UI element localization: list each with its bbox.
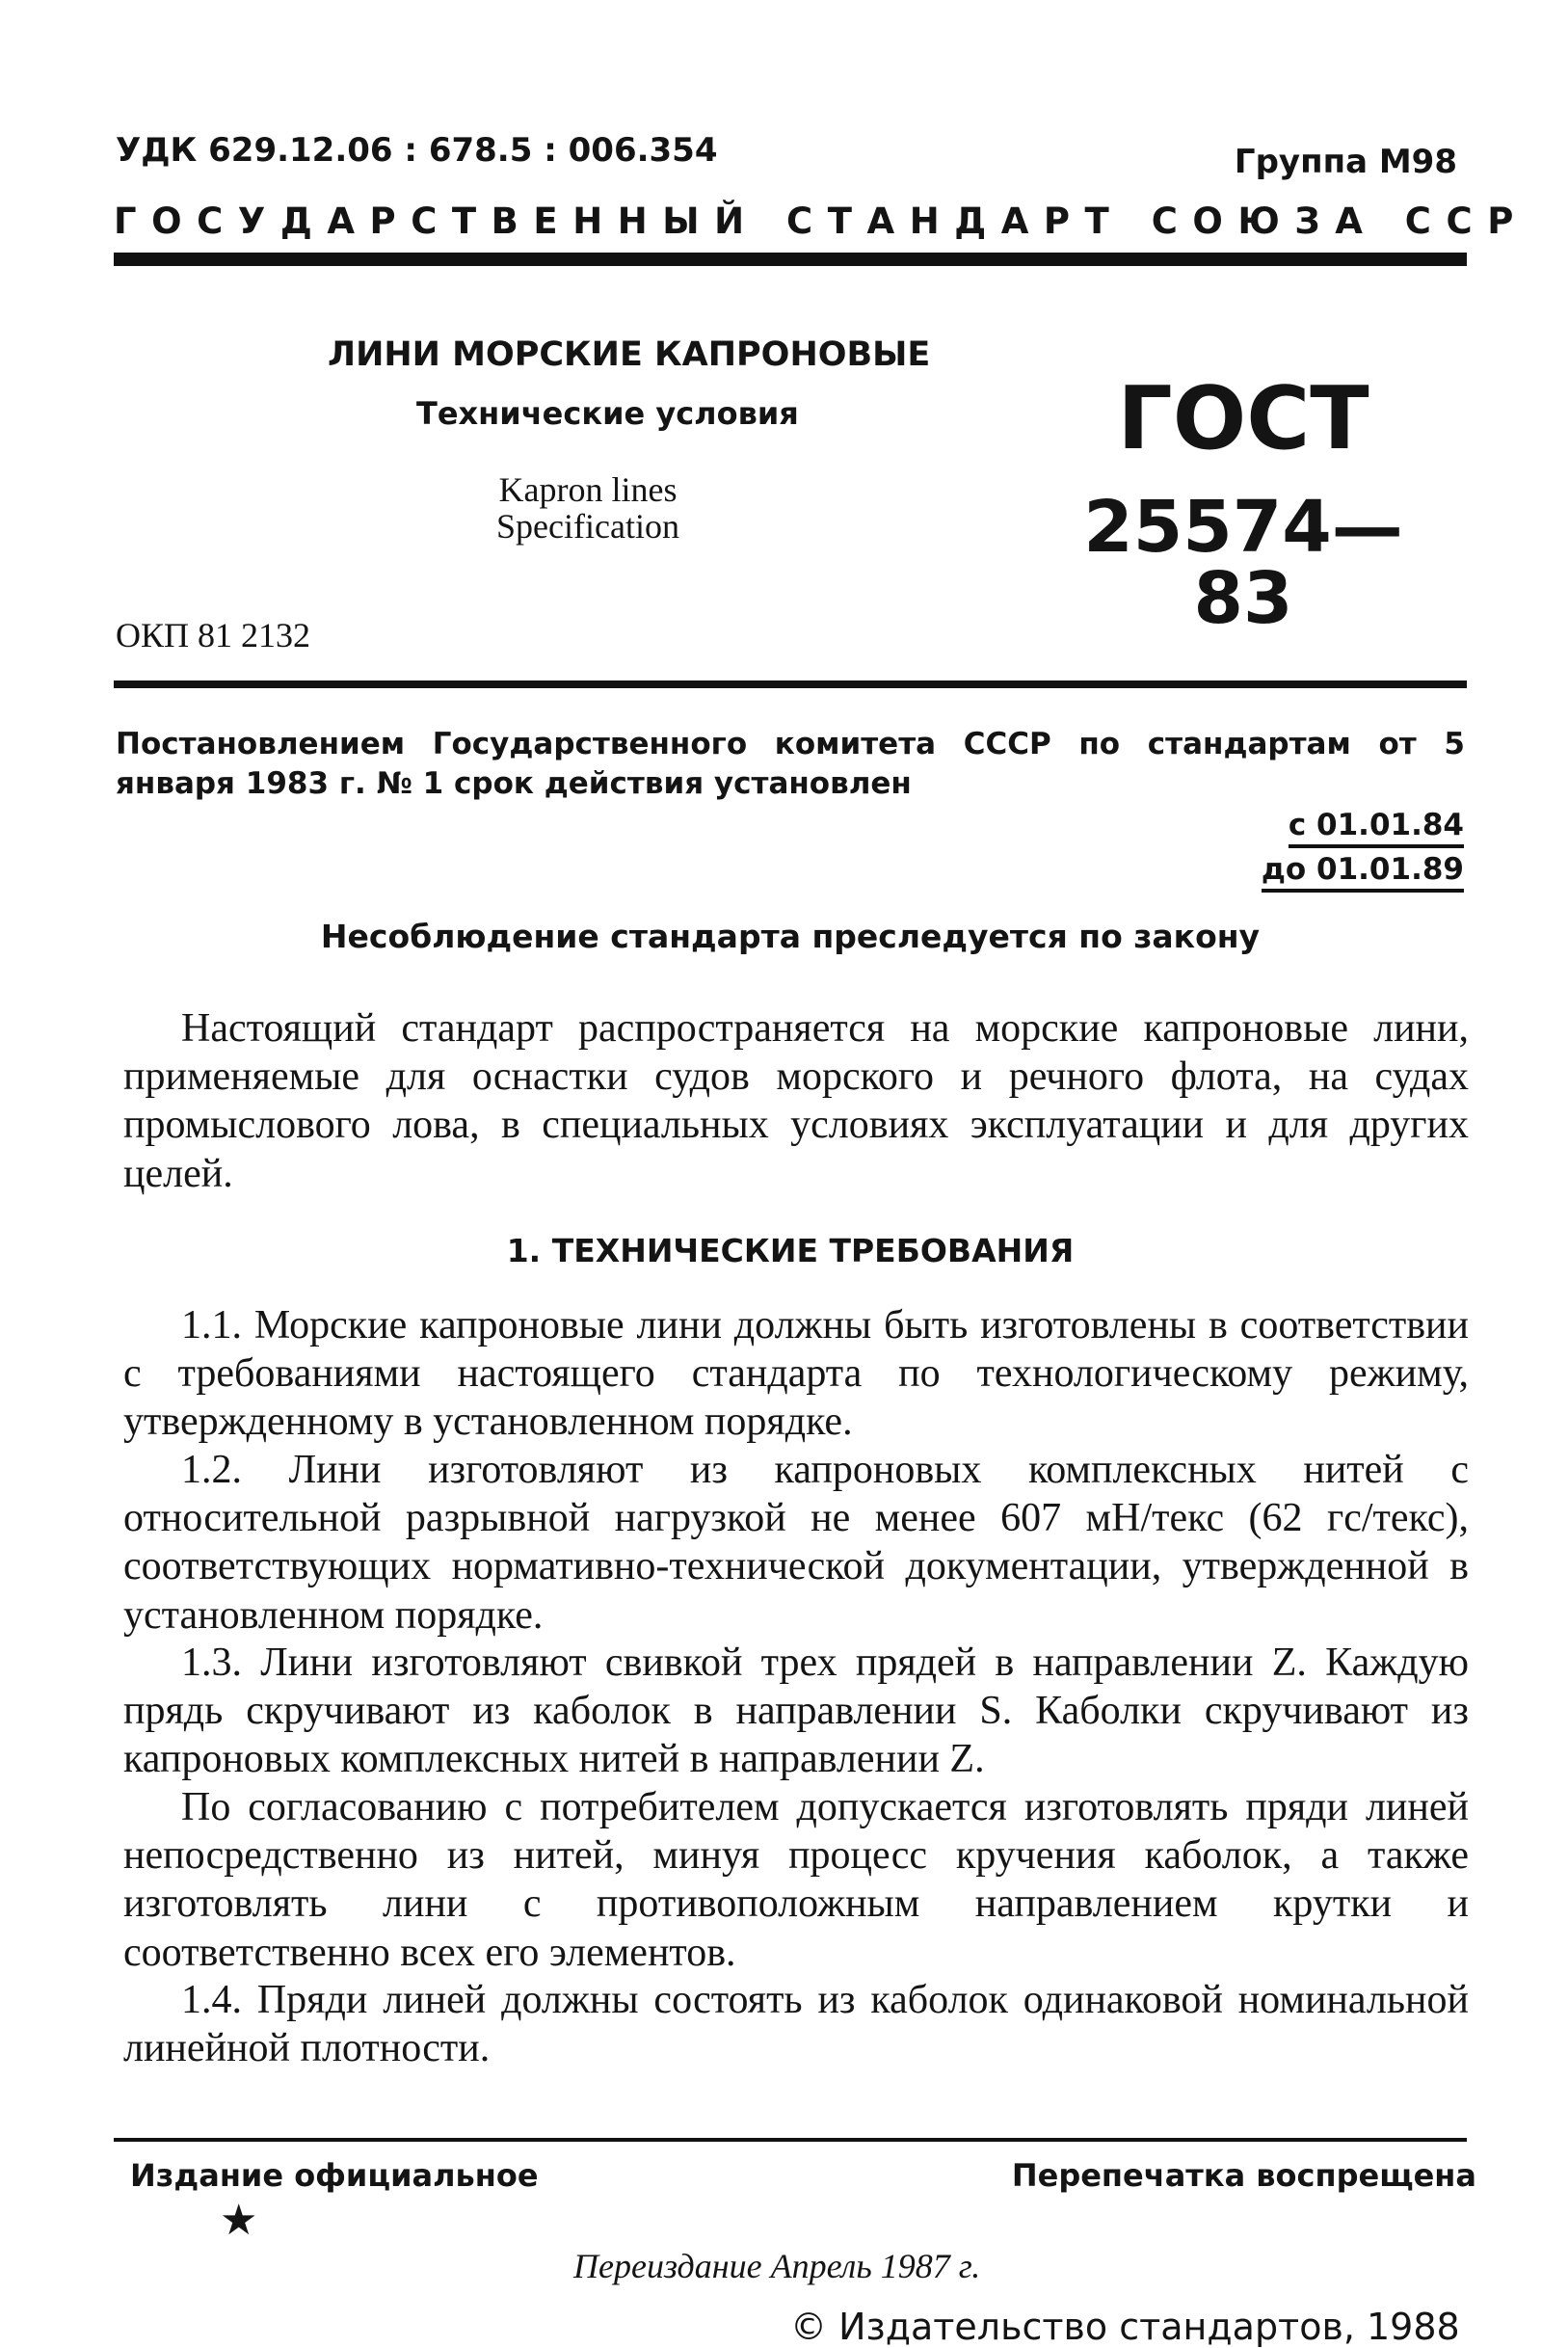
validity-until: [1156, 852, 1464, 893]
document-subtitle: Технические условия: [416, 395, 799, 432]
validity-from: [1156, 808, 1464, 848]
group-code: Группа М98: [1234, 143, 1457, 181]
penalty-notice: Несоблюдение стандарта преследуется по закону: [320, 918, 1261, 955]
header-rule: [114, 253, 1467, 266]
reissue-note: Переиздание Апрель 1987 г.: [573, 2247, 981, 2285]
clause-1-3-continuation: По согласованию с потребителем допускается изготовлять пряди линей непосредственно из нитей, минуя процесс кручения каболок, а также изготовлять лини с противоположным направлением крутки и соответственно всех его элементов.: [123, 1785, 1469, 1975]
english-title-line1: Kapron lines: [498, 470, 678, 509]
clause-1-3: 1.3. Лини изготовляют свивкой трех прядей в направлении Z. Каждую прядь скручивают из каболок в направлении S. Каболки скручивают из капроновых комплексных нитей в направлении Z.: [123, 1641, 1469, 1782]
udk-code: УДК 629.12.06 : 678.5 : 006.354: [116, 131, 718, 170]
gost-label: ГОСТ: [1117, 368, 1369, 469]
footer-rule: [114, 2138, 1467, 2142]
gost-number: 25574—83: [1083, 486, 1403, 640]
decree-text: Постановлением Государственного комитета СССР по стандартам от 5 января 1983 г. № 1 срок действия установлен: [116, 727, 1465, 801]
star-icon: ★: [220, 2197, 258, 2244]
clause-1-2: 1.2. Лини изготовляют из капроновых комплексных нитей с относительной разрывной нагрузкой не менее 607 мН/текс (62 гс/текс), соответствующих нормативно-технической документации, утвержденной в установленном порядке.: [123, 1448, 1469, 1638]
intro-paragraph: Настоящий стандарт распространяется на морские капроновые лини, применяемые для оснастки судов морского и речного флота, на судах промыслового лова, в специальных условиях эксплуатации и для других целей.: [123, 1006, 1469, 1196]
okp-code: ОКП 81 2132: [116, 616, 311, 654]
document-title: ЛИНИ МОРСКИЕ КАПРОНОВЫЕ: [328, 335, 931, 374]
clause-1-1: 1.1. Морские капроновые лини должны быть изготовлены в соответствии с требованиями настоящего стандарта по технологическому режиму, утвержденному в установленном порядке.: [123, 1303, 1469, 1445]
english-title-line2: Specification: [496, 506, 679, 546]
english-title: [434, 472, 742, 546]
clause-1-4: 1.4. Пряди линей должны состоять из каболок одинаковой номинальной линейной плотности.: [123, 1978, 1469, 2071]
publisher-copyright: © Издательство стандартов, 1988: [790, 2306, 1460, 2348]
section-heading: 1. ТЕХНИЧЕСКИЕ ТРЕБОВАНИЯ: [506, 1232, 1075, 1269]
official-edition-label: Издание официальное: [130, 2157, 539, 2194]
validity-until-value: до 01.01.89: [1262, 852, 1464, 893]
validity-from-value: с 01.01.84: [1289, 808, 1464, 848]
title-rule: [114, 680, 1467, 688]
reprint-prohibited-label: Перепечатка воспрещена: [1011, 2157, 1476, 2194]
state-standard-heading: ГОСУДАРСТВЕННЫЙ СТАНДАРТ СОЮЗА ССР: [114, 200, 1528, 242]
